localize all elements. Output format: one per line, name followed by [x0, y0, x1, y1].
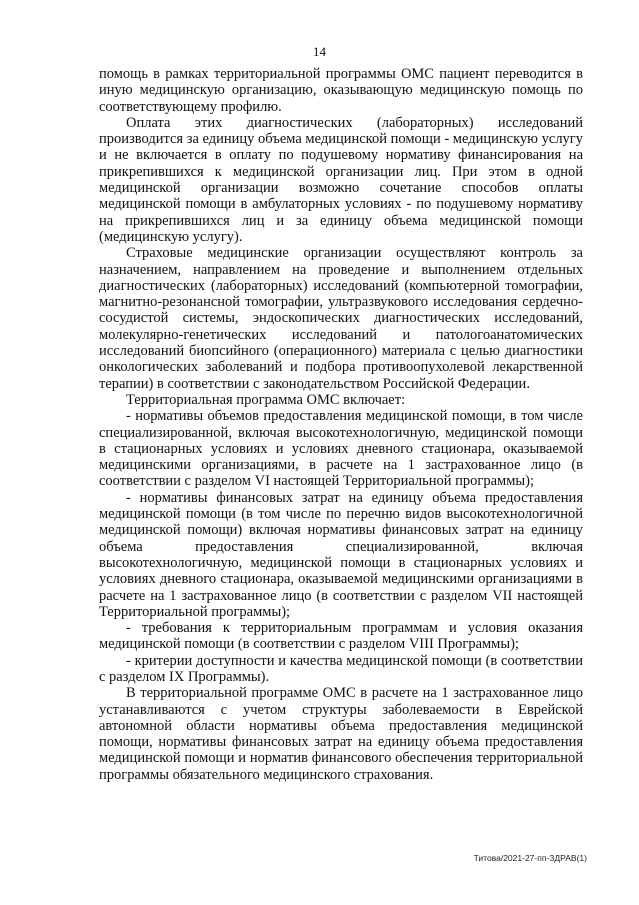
paragraph-structure-norms: В территориальной программе ОМС в расчете на 1 застрахованное лицо устанавливаются с учетом структуры заболеваемости в Еврейской автономной области нормативы объема предоставления медицинской помощи, нормативы финансовых затрат на единицу объема предоставления медицинской помощи и норматив финансового обеспечения территориальной программы обязательного медицинского страхования.: [99, 685, 583, 783]
list-item-volume-norms: - нормативы объемов предоставления медицинской помощи, в том числе специализированной, включая высокотехнологичную, медицинской помощи в стационарных условиях и условиях дневного стационара, оказываемой медицинскими организациями, в расчете на 1 застрахованное лицо (в соответствии с разделом VI настоящей Территориальной программы);: [99, 408, 583, 490]
document-body: [99, 66, 583, 783]
paragraph-insurance-control: Страховые медицинские организации осуществляют контроль за назначением, направлением на проведение и выполнением отдельных диагностических (лабораторных) исследований (компьютерной томографии, магнитно-резонансной томографии, ультразвукового исследования сердечно-сосудистой системы, эндоскопических диагностических исследований, молекулярно-генетических исследований и патологоанатомических исследований биопсийного (операционного) материала с целью диагностики онкологических заболеваний и подбора противоопухолевой лекарственной терапии) в соответствии с законодательством Российской Федерации.: [99, 245, 583, 392]
list-item-criteria: - критерии доступности и качества медицинской помощи (в соответствии с разделом IX Программы).: [99, 652, 583, 685]
paragraph-program-includes: Территориальная программа ОМС включает:: [126, 391, 406, 408]
footer-document-code: Титова/2021-27-пп-ЗДРАВ(1): [473, 853, 587, 863]
list-item-financial-norms: - нормативы финансовых затрат на единицу объема предоставления медицинской помощи (в том числе по перечню видов высокотехнологичной медицинской помощи) включая нормативы финансовых затрат на единицу объема предоставления специализированной, включая высокотехнологичную, медицинской помощи в стационарных условиях и условиях дневного стационара, оказываемой медицинскими организациями в расчете на 1 застрахованное лицо (в соответствии с разделом VII настоящей Территориальной программы);: [99, 489, 583, 620]
page-number: 14: [313, 44, 326, 59]
paragraph-payment: Оплата этих диагностических (лабораторных) исследований производится за единицу объема медицинской помощи - медицинскую услугу и не включается в оплату по подушевому нормативу финансирования на прикрепившихся к медицинской организации лиц. При этом в одной медицинской организации возможно сочетание способов оплаты медицинской помощи в амбулаторных условиях - по подушевому нормативу на прикрепившихся лиц и за единицу объема медицинской помощи (медицинскую услугу).: [99, 114, 583, 245]
paragraph-continuation: помощь в рамках территориальной программы ОМС пациент переводится в иную медицинскую организацию, оказывающую медицинскую помощь по соответствующему профилю.: [99, 66, 583, 115]
list-item-requirements: - требования к территориальным программам и условия оказания медицинской помощи (в соответствии с разделом VIII Программы);: [99, 620, 583, 653]
